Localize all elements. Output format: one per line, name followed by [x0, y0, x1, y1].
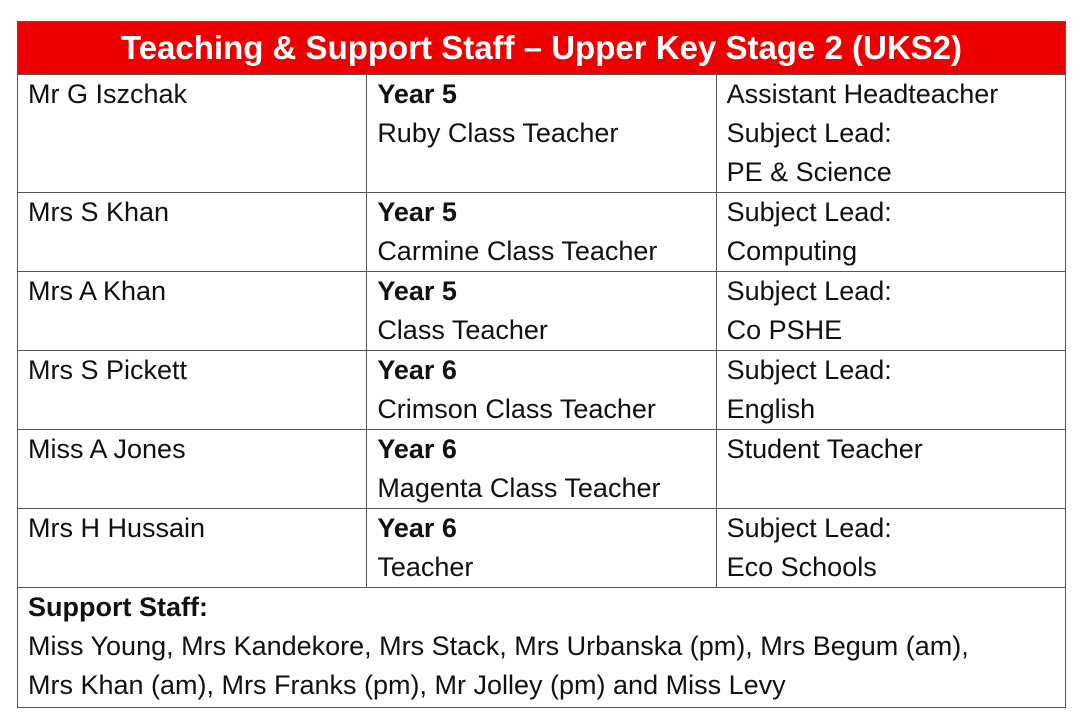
- staff-responsibility: [716, 351, 1065, 430]
- staff-year: Year 6: [377, 434, 457, 464]
- support-staff-list: Miss Young, Mrs Kandekore, Mrs Stack, Mrs Urbanska (pm), Mrs Begum (am),: [28, 631, 969, 661]
- staff-role: [367, 193, 716, 272]
- staff-class-role: Ruby Class Teacher: [377, 118, 619, 148]
- staff-class-role: Carmine Class Teacher: [377, 236, 658, 266]
- staff-year: Year 5: [377, 276, 457, 306]
- staff-year: Year 5: [377, 79, 457, 109]
- staff-name: [18, 75, 367, 193]
- staff-year: Year 5: [377, 197, 457, 227]
- staff-class-role: Class Teacher: [377, 315, 548, 345]
- table-row: [18, 351, 1066, 430]
- staff-name: [18, 193, 367, 272]
- responsibility-line: Assistant Headteacher: [726, 79, 999, 109]
- staff-role: [367, 351, 716, 430]
- staff-name: [18, 509, 367, 588]
- staff-role: [367, 75, 716, 193]
- responsibility-line: Subject Lead:: [726, 197, 892, 227]
- table-row: [18, 509, 1066, 588]
- responsibility-line: Subject Lead:: [726, 276, 892, 306]
- responsibility-line: Subject Lead:: [726, 513, 892, 543]
- staff-name-text: Mrs S Pickett: [28, 355, 188, 385]
- responsibility-line: Co PSHE: [726, 315, 843, 345]
- staff-responsibility: [716, 430, 1065, 509]
- staff-table: [17, 21, 1066, 708]
- staff-name-text: Mrs S Khan: [28, 197, 170, 227]
- staff-responsibility: [716, 509, 1065, 588]
- staff-responsibility: [716, 75, 1065, 193]
- responsibility-line: Subject Lead:: [726, 355, 892, 385]
- table-title: Teaching & Support Staff – Upper Key Stage 2 (UKS2): [18, 22, 1066, 75]
- table-row: [18, 75, 1066, 193]
- staff-name-text: Mrs A Khan: [28, 276, 167, 306]
- responsibility-line: Subject Lead:: [726, 118, 892, 148]
- staff-responsibility: [716, 193, 1065, 272]
- support-staff-heading: Support Staff:: [28, 592, 208, 622]
- staff-year: Year 6: [377, 513, 457, 543]
- staff-name: [18, 351, 367, 430]
- support-staff-list: Mrs Khan (am), Mrs Franks (pm), Mr Jolley (pm) and Miss Levy: [28, 670, 786, 700]
- staff-name-text: Mrs H Hussain: [28, 513, 206, 543]
- responsibility-line: Computing: [726, 236, 858, 266]
- staff-class-role: Teacher: [377, 552, 474, 582]
- staff-name-text: Miss A Jones: [28, 434, 186, 464]
- table-row: [18, 272, 1066, 351]
- responsibility-line: PE & Science: [726, 157, 892, 187]
- staff-name: [18, 272, 367, 351]
- staff-role: [367, 430, 716, 509]
- staff-class-role: Crimson Class Teacher: [377, 394, 656, 424]
- staff-name: [18, 430, 367, 509]
- staff-role: [367, 509, 716, 588]
- staff-year: Year 6: [377, 355, 457, 385]
- table-row: [18, 193, 1066, 272]
- responsibility-line: Eco Schools: [726, 552, 877, 582]
- responsibility-line: English: [726, 394, 816, 424]
- title-row: [18, 22, 1066, 75]
- table-row: [18, 430, 1066, 509]
- staff-name-text: Mr G Iszchak: [28, 79, 188, 109]
- staff-role: [367, 272, 716, 351]
- staff-responsibility: [716, 272, 1065, 351]
- support-staff-cell: [18, 588, 1066, 708]
- staff-class-role: Magenta Class Teacher: [377, 473, 661, 503]
- support-staff-row: [18, 588, 1066, 708]
- responsibility-line: Student Teacher: [726, 434, 923, 464]
